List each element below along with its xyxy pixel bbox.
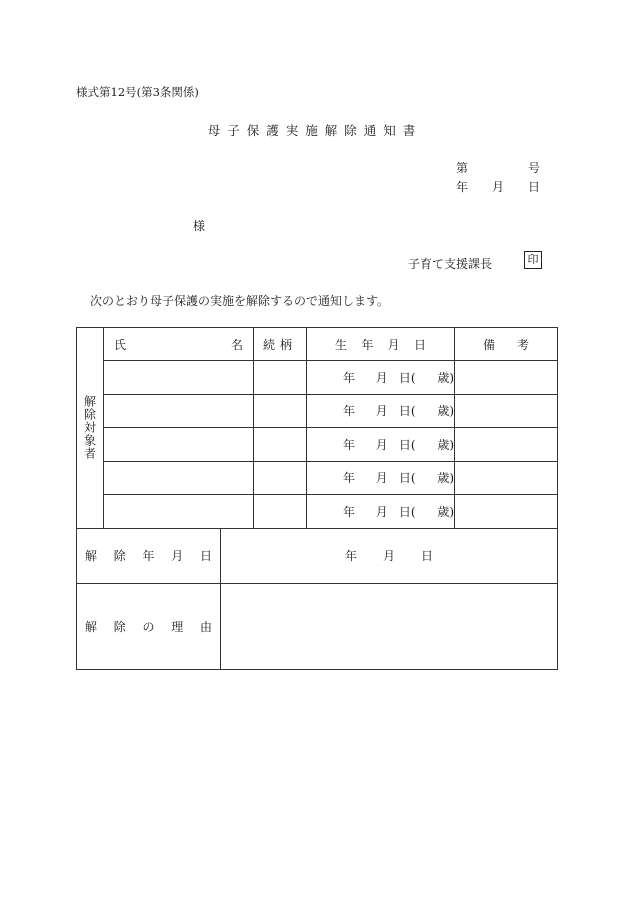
name-cell[interactable] bbox=[104, 495, 254, 529]
header-birth-1: 生 bbox=[335, 337, 348, 352]
age: 歳) bbox=[437, 404, 454, 419]
age: 歳) bbox=[437, 370, 454, 385]
birth-day: 日( bbox=[398, 370, 416, 385]
header-name-1: 氏 bbox=[114, 337, 127, 352]
name-cell[interactable] bbox=[104, 361, 254, 395]
header-remarks bbox=[455, 328, 558, 361]
birth-day: 日( bbox=[398, 504, 416, 519]
birth-month: 月 bbox=[375, 504, 388, 519]
release-date-row bbox=[77, 528, 558, 583]
birth-day: 日( bbox=[398, 471, 416, 486]
relationship-cell[interactable] bbox=[254, 361, 307, 395]
seal-stamp: 印 bbox=[524, 251, 542, 269]
remarks-cell[interactable] bbox=[455, 495, 558, 529]
release-date-label bbox=[77, 528, 221, 583]
release-date-label-5: 日 bbox=[199, 549, 212, 563]
birthdate-cell[interactable] bbox=[307, 428, 455, 462]
birth-year: 年 bbox=[343, 471, 356, 486]
birth-month: 月 bbox=[375, 471, 388, 486]
reason-label-5: 由 bbox=[199, 619, 212, 634]
name-cell[interactable] bbox=[104, 394, 254, 428]
relationship-cell[interactable] bbox=[254, 428, 307, 462]
header-name bbox=[104, 328, 254, 361]
birth-month: 月 bbox=[375, 404, 388, 419]
release-date-label-4: 月 bbox=[171, 549, 184, 563]
relationship-cell[interactable] bbox=[254, 461, 307, 495]
header-relationship: 続柄 bbox=[254, 328, 307, 361]
table-row bbox=[77, 428, 558, 462]
release-reason-value[interactable] bbox=[221, 583, 558, 669]
table-row bbox=[77, 361, 558, 395]
birth-year: 年 bbox=[343, 404, 356, 419]
release-target-table bbox=[76, 327, 558, 670]
age: 歳) bbox=[437, 437, 454, 452]
document-number-line bbox=[456, 159, 540, 176]
reason-label-3: の bbox=[142, 619, 155, 634]
birth-month: 月 bbox=[375, 370, 388, 385]
release-day: 日 bbox=[421, 549, 434, 563]
relationship-cell[interactable] bbox=[254, 495, 307, 529]
reason-label-1: 解 bbox=[85, 619, 98, 634]
birthdate-cell[interactable] bbox=[307, 461, 455, 495]
reason-label-2: 除 bbox=[113, 619, 126, 634]
side-label-release-target: 解除対象者 bbox=[77, 328, 104, 529]
issue-day: 日 bbox=[527, 180, 540, 194]
birth-year: 年 bbox=[343, 370, 356, 385]
remarks-cell[interactable] bbox=[455, 394, 558, 428]
birth-year: 年 bbox=[343, 437, 356, 452]
table-row bbox=[77, 461, 558, 495]
remarks-cell[interactable] bbox=[455, 461, 558, 495]
header-birth-3: 月 bbox=[387, 337, 400, 352]
age: 歳) bbox=[437, 471, 454, 486]
release-date-label-1: 解 bbox=[85, 549, 98, 563]
release-reason-row bbox=[77, 583, 558, 669]
relationship-cell[interactable] bbox=[254, 394, 307, 428]
birthdate-cell[interactable] bbox=[307, 361, 455, 395]
age: 歳) bbox=[437, 504, 454, 519]
release-reason-label bbox=[77, 583, 221, 669]
birth-day: 日( bbox=[398, 404, 416, 419]
name-cell[interactable] bbox=[104, 428, 254, 462]
remarks-cell[interactable] bbox=[455, 428, 558, 462]
header-birthdate bbox=[307, 328, 455, 361]
birthdate-cell[interactable] bbox=[307, 495, 455, 529]
release-date-label-3: 年 bbox=[142, 549, 155, 563]
header-remarks-2: 考 bbox=[516, 337, 529, 352]
birth-year: 年 bbox=[343, 504, 356, 519]
sender-title: 子育て支援課長 bbox=[408, 257, 493, 271]
issue-year: 年 bbox=[456, 180, 469, 194]
number-suffix: 号 bbox=[527, 161, 540, 175]
number-prefix: 第 bbox=[456, 161, 469, 175]
birthdate-cell[interactable] bbox=[307, 394, 455, 428]
document-title: 母子保護実施解除通知書 bbox=[207, 123, 423, 138]
table-row bbox=[77, 394, 558, 428]
header-birth-4: 日 bbox=[413, 337, 426, 352]
table-header-row bbox=[77, 328, 558, 361]
release-date-label-2: 除 bbox=[113, 549, 126, 563]
header-remarks-1: 備 bbox=[483, 337, 496, 352]
reason-label-4: 理 bbox=[171, 619, 184, 634]
header-birth-2: 年 bbox=[361, 337, 374, 352]
table-row bbox=[77, 495, 558, 529]
header-name-2: 名 bbox=[230, 337, 243, 352]
addressee-suffix: 様 bbox=[193, 219, 206, 233]
remarks-cell[interactable] bbox=[455, 361, 558, 395]
notice-body-text: 次のとおり母子保護の実施を解除するので通知します。 bbox=[90, 294, 390, 308]
release-month: 月 bbox=[382, 549, 395, 563]
issue-month: 月 bbox=[491, 180, 504, 194]
birth-day: 日( bbox=[398, 437, 416, 452]
name-cell[interactable] bbox=[104, 461, 254, 495]
form-number: 様式第12号(第3条関係) bbox=[76, 85, 199, 99]
issue-date-line bbox=[456, 178, 540, 195]
birth-month: 月 bbox=[375, 437, 388, 452]
release-date-value[interactable] bbox=[221, 528, 558, 583]
release-year: 年 bbox=[344, 549, 357, 563]
